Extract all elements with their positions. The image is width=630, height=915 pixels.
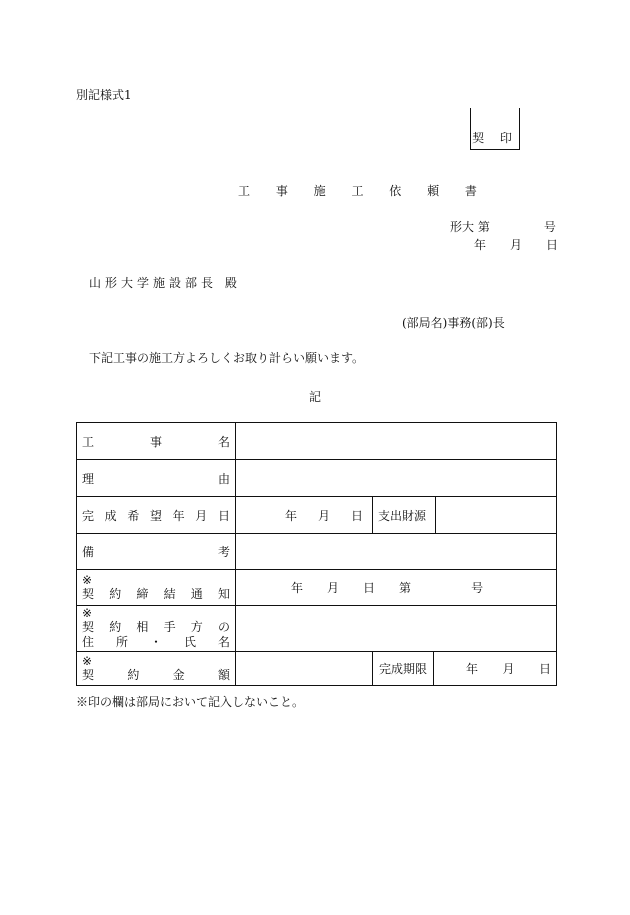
char: 契 [82, 620, 95, 634]
char: 通 [190, 586, 203, 601]
label-funding: 支出財源 [373, 497, 436, 534]
char: 氏 [183, 635, 196, 649]
char: 工 [82, 434, 95, 449]
label-contract-amount [77, 652, 236, 686]
form-id: 別記様式1 [76, 88, 132, 102]
char: 約 [109, 620, 122, 634]
char: 額 [217, 667, 230, 682]
ki-heading: 記 [309, 390, 322, 404]
field-contract-notice[interactable] [236, 570, 557, 606]
label-construction-name [77, 423, 236, 460]
day-unit: 日 [350, 508, 363, 523]
mark: ※ [82, 572, 93, 587]
sender: (部局名)事務(部)長 [402, 316, 505, 330]
field-completion-deadline[interactable] [434, 652, 556, 685]
label-completion-date [77, 497, 236, 534]
char: 金 [172, 667, 185, 682]
char: 考 [217, 545, 230, 559]
row-reason [77, 460, 557, 497]
char: 完 [82, 508, 95, 523]
char: 知 [217, 586, 230, 601]
char: 望 [149, 508, 162, 523]
month-unit: 月 [510, 238, 523, 252]
seal-box [470, 108, 520, 150]
row-construction-name [77, 423, 557, 460]
char: 所 [115, 635, 128, 649]
request-text: 下記工事の施工方よろしくお取り計らい願います。 [89, 351, 365, 365]
char: 名 [217, 434, 230, 449]
document-title: 工 事 施 工 依 頼 書 [238, 184, 488, 198]
char: 契 [82, 667, 95, 682]
char: 由 [217, 471, 230, 486]
day-unit: 日 [546, 238, 559, 252]
year-unit: 年 [285, 508, 298, 523]
row-contract-amount [77, 652, 557, 686]
mark: ※ [82, 653, 93, 668]
addressee: 山形大学施設部長 殿 [89, 276, 241, 290]
field-reason[interactable] [236, 460, 557, 497]
char: 備 [82, 545, 95, 559]
char: 希 [127, 508, 140, 523]
day-unit: 日 [363, 581, 376, 595]
field-completion-date[interactable] [236, 497, 373, 534]
month-unit: 月 [327, 581, 340, 595]
issue-date [474, 236, 558, 253]
field-remarks[interactable] [236, 534, 557, 570]
row-completion-date [77, 497, 557, 534]
label-contract-notice [77, 570, 236, 606]
char: 締 [136, 586, 149, 601]
char: 手 [163, 620, 176, 634]
field-contract-amount[interactable] [236, 652, 373, 686]
year-unit: 年 [466, 662, 479, 676]
field-construction-name[interactable] [236, 423, 557, 460]
field-contract-party[interactable] [236, 606, 557, 652]
char: 日 [217, 508, 230, 523]
char: 結 [163, 586, 176, 601]
field-funding[interactable] [436, 497, 557, 534]
char: 約 [109, 586, 122, 601]
label-remarks [77, 534, 236, 570]
reference-suffix: 号 [543, 220, 556, 234]
reference-number [450, 218, 556, 235]
char: 事 [149, 434, 162, 449]
char: 約 [127, 667, 140, 682]
char: の [217, 620, 230, 634]
mark: ※ [82, 606, 93, 620]
year-unit: 年 [291, 581, 304, 595]
row-contract-notice [77, 570, 557, 606]
char: 月 [195, 508, 208, 523]
label-contract-party [77, 606, 236, 652]
char: 成 [104, 508, 117, 523]
request-form-table [76, 422, 557, 686]
month-unit: 月 [317, 508, 330, 523]
char: 理 [82, 471, 95, 486]
footnote: ※印の欄は部局において記入しないこと。 [76, 695, 305, 709]
reference-prefix: 形大 第 [450, 220, 490, 234]
row-remarks [77, 534, 557, 570]
year-unit: 年 [474, 238, 487, 252]
deadline-cell [373, 652, 557, 686]
day-unit: 日 [538, 662, 551, 676]
month-unit: 月 [502, 662, 515, 676]
char: 名 [217, 635, 230, 649]
char: 方 [190, 620, 203, 634]
char: ・ [149, 635, 162, 649]
char: 住 [82, 635, 95, 649]
char: 契 [82, 586, 95, 601]
char: 年 [172, 508, 185, 523]
number-suffix: 号 [471, 581, 484, 595]
char: 相 [136, 620, 149, 634]
seal-label: 契 印 [472, 131, 518, 145]
row-contract-party [77, 606, 557, 652]
number-prefix: 第 [399, 581, 412, 595]
label-completion-deadline: 完成期限 [373, 652, 434, 685]
label-reason [77, 460, 236, 497]
